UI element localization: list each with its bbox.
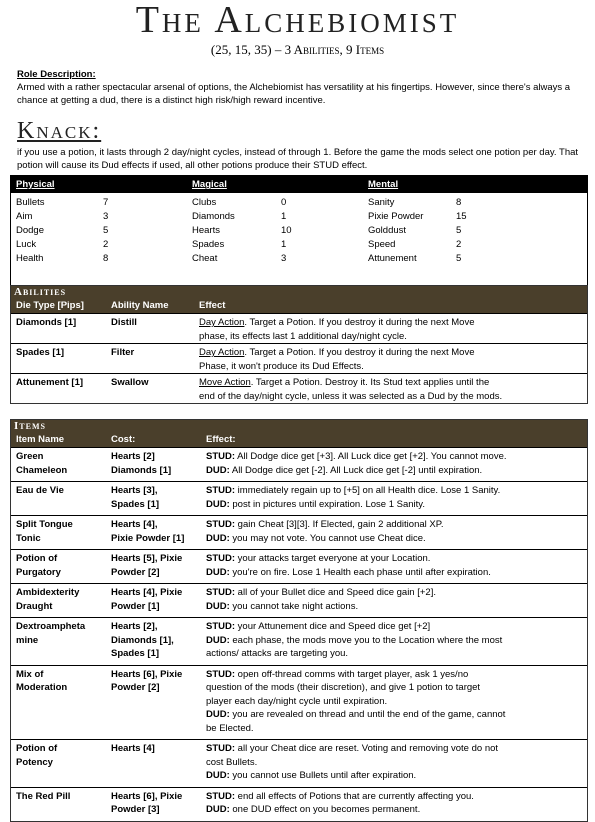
effect-text: player each day/night cycle until expiration. <box>206 695 388 707</box>
ability-name: Swallow <box>111 377 149 388</box>
item-cost-cell <box>111 586 182 613</box>
stat-value: 2 <box>103 239 109 250</box>
stat-name: Diamonds <box>192 211 235 222</box>
stats-row <box>11 211 587 225</box>
stat-value: 2 <box>456 239 462 250</box>
stats-header <box>11 176 587 193</box>
effect-text: each phase, the mods move you to the Location where the most <box>229 634 503 646</box>
role-description: Armed with a rather spectacular arsenal of options, the Alchebiomist has versatility at his fingertips. However, since there's always a chance at getting a dud, there is a distinct high risk/high reward incentive. <box>17 82 571 106</box>
item-name: Tonic <box>16 532 41 544</box>
item-effect-cell <box>206 790 584 817</box>
stats-header-physical: Physical <box>16 179 55 190</box>
stat-value: 8 <box>103 253 109 264</box>
stat-value: 8 <box>456 197 462 208</box>
effect-text: cost Bullets. <box>206 756 258 768</box>
items-header <box>11 433 587 447</box>
stats-row <box>11 197 587 211</box>
abilities-title: Abilities <box>11 286 587 299</box>
effect-label: DUD: <box>206 600 230 612</box>
item-cost: Powder [3] <box>111 804 160 815</box>
effect-text: be Elected. <box>206 722 254 734</box>
ability-effect-text: Phase, it won't produce its Dud Effects. <box>199 360 364 372</box>
abilities-header-die: Die Type [Pips] <box>16 300 84 311</box>
item-name-cell <box>16 586 79 613</box>
item-name: Purgatory <box>16 566 61 578</box>
item-effect-cell <box>206 552 584 579</box>
effect-text: question of the mods (their discretion), and give 1 potion to target <box>206 682 481 693</box>
stat-name: Health <box>16 253 44 264</box>
stat-name: Attunement <box>368 253 417 264</box>
effect-label: STUD: <box>206 519 236 530</box>
stat-value: 3 <box>103 211 109 222</box>
stat-value: 15 <box>456 211 467 222</box>
effect-label: DUD: <box>206 532 230 544</box>
ability-effect-text: . Target a Potion. If you destroy it during the next Move <box>244 317 475 328</box>
item-cost: Hearts [6], Pixie <box>111 668 183 680</box>
item-name-cell <box>16 552 61 579</box>
ability-row <box>11 313 587 343</box>
ability-effect-text: . Target a Potion. Destroy it. Its Stud text applies until the <box>250 377 490 388</box>
stat-name: Clubs <box>192 197 217 208</box>
effect-text: your attacks target everyone at your Location. <box>235 553 431 564</box>
item-cost-cell <box>111 484 159 511</box>
item-name: Draught <box>16 600 53 612</box>
item-name: Eau de Vie <box>16 485 64 496</box>
stat-name: Golddust <box>368 225 407 236</box>
items-table <box>10 419 588 822</box>
knack-heading: Knack: <box>17 118 102 144</box>
effect-label: DUD: <box>206 464 230 476</box>
item-cost: Powder [1] <box>111 600 160 612</box>
ability-row <box>11 343 587 373</box>
item-row <box>11 617 587 665</box>
effect-label: DUD: <box>206 709 230 720</box>
effect-text: actions/ attacks are targeting you. <box>206 648 349 659</box>
item-name: Mix of <box>16 668 44 680</box>
effect-label: DUD: <box>206 634 230 646</box>
ability-die: Spades [1] <box>16 347 65 358</box>
items-body <box>11 447 587 821</box>
item-effect-cell <box>206 484 584 511</box>
stat-value: 0 <box>281 197 287 208</box>
stat-value: 5 <box>103 225 109 236</box>
item-cost-cell <box>111 668 182 695</box>
item-name: Chameleon <box>16 464 68 476</box>
item-cost-cell <box>111 620 174 661</box>
effect-label: STUD: <box>206 743 236 754</box>
item-cost: Hearts [4], Pixie <box>111 587 183 598</box>
item-effect-cell <box>206 518 584 545</box>
ability-effect-text: . Target a Potion. If you destroy it during the next Move <box>244 347 475 358</box>
item-name: Potency <box>16 756 53 768</box>
ability-effect <box>199 346 584 373</box>
ability-effect-text: end of the day/night cycle, unless it was selected as a Dud by the mods. <box>199 390 503 402</box>
item-cost: Hearts [5], Pixie <box>111 553 183 564</box>
effect-text: end all effects of Potions that are currently affecting you. <box>235 790 474 802</box>
effect-text: you are revealed on thread and until the end of the game, cannot <box>229 709 506 720</box>
effect-label: STUD: <box>206 668 236 680</box>
item-row <box>11 739 587 787</box>
knack-description: if you use a potion, it lasts through 2 day/night cycles, instead of through 1. Before the game the mods select one potion per day. That potion will cause its Dud effects if used, all other potions produce their STUD effect. <box>17 147 579 171</box>
abilities-header <box>11 299 587 313</box>
stat-name: Sanity <box>368 197 395 208</box>
item-cost: Diamonds [1] <box>111 464 172 476</box>
effect-text: All Dodge dice get [-2]. All Luck dice get [-2] until expiration. <box>229 464 483 476</box>
item-name: Green <box>16 451 44 462</box>
item-row <box>11 583 587 617</box>
item-cost: Hearts [2] <box>111 451 155 462</box>
item-cost: Powder [2] <box>111 682 160 693</box>
effect-label: STUD: <box>206 451 236 462</box>
stat-value: 5 <box>456 253 462 264</box>
stats-body <box>11 193 587 285</box>
effect-label: STUD: <box>206 790 236 802</box>
item-name-cell <box>16 518 73 545</box>
item-name: Split Tongue <box>16 519 73 530</box>
items-header-effect: Effect: <box>206 434 236 445</box>
ability-effect-text: phase, its effects last 1 additional day/night cycle. <box>199 330 407 342</box>
effect-label: DUD: <box>206 770 230 781</box>
effect-text: you may not vote. You cannot use Cheat dice. <box>229 532 426 544</box>
item-effect-cell <box>206 620 584 661</box>
page-title: The Alchebiomist <box>135 0 460 41</box>
effect-label: DUD: <box>206 566 230 578</box>
abilities-header-effect: Effect <box>199 300 226 311</box>
ability-action-type: Move Action <box>199 377 251 388</box>
item-cost: Hearts [6], Pixie <box>111 790 183 802</box>
stat-name: Pixie Powder <box>368 211 424 222</box>
item-cost: Spades [1] <box>111 498 160 510</box>
effect-text: you're on fire. Lose 1 Health each phase until after expiration. <box>229 566 491 578</box>
abilities-body <box>11 313 587 403</box>
stat-value: 1 <box>281 239 287 250</box>
effect-text: you cannot take night actions. <box>229 600 359 612</box>
item-name-cell <box>16 620 85 647</box>
effect-text: gain Cheat [3][3]. If Elected, gain 2 additional XP. <box>235 519 444 530</box>
item-effect-cell <box>206 668 584 736</box>
item-row <box>11 447 587 481</box>
ability-die: Attunement [1] <box>16 377 84 388</box>
item-cost-cell <box>111 450 171 477</box>
item-name: The Red Pill <box>16 790 71 802</box>
item-cost-cell <box>111 742 155 756</box>
effect-text: one DUD effect on you becomes permanent. <box>229 804 421 815</box>
item-cost-cell <box>111 552 182 579</box>
stat-name: Luck <box>16 239 37 250</box>
item-cost: Pixie Powder [1] <box>111 532 185 544</box>
ability-action-type: Day Action <box>199 347 245 358</box>
item-name: Ambidexterity <box>16 587 80 598</box>
stat-name: Bullets <box>16 197 45 208</box>
item-cost: Hearts [2], <box>111 621 158 632</box>
stats-row <box>11 239 587 253</box>
ability-name: Distill <box>111 317 137 328</box>
items-title: Items <box>11 420 587 433</box>
effect-text: you cannot use Bullets until after expiration. <box>229 770 417 781</box>
item-row <box>11 481 587 515</box>
stat-value: 5 <box>456 225 462 236</box>
item-effect-cell <box>206 450 584 477</box>
item-name: Potion of <box>16 553 58 564</box>
effect-label: STUD: <box>206 587 236 598</box>
stat-value: 7 <box>103 197 109 208</box>
abilities-header-name: Ability Name <box>111 300 169 311</box>
item-row <box>11 665 587 740</box>
stat-name: Cheat <box>192 253 218 264</box>
stats-table <box>10 175 588 286</box>
effect-text: all your Cheat dice are reset. Voting and removing vote do not <box>235 743 499 754</box>
stats-header-magical: Magical <box>192 179 227 190</box>
effect-label: DUD: <box>206 498 230 510</box>
abilities-table <box>10 285 588 404</box>
stat-name: Spades <box>192 239 225 250</box>
items-header-cost: Cost: <box>111 434 136 445</box>
item-cost: Hearts [3], <box>111 485 158 496</box>
effect-text: post in pictures until expiration. Lose 1 Sanity. <box>229 498 425 510</box>
stat-value: 10 <box>281 225 292 236</box>
ability-die: Diamonds [1] <box>16 317 77 328</box>
item-name-cell <box>16 742 57 769</box>
effect-text: open off-thread comms with target player, ask 1 yes/no <box>235 668 469 680</box>
page-subtitle: (25, 15, 35) – 3 Abilities, 9 Items <box>210 42 385 57</box>
item-name-cell <box>16 790 70 804</box>
item-name-cell <box>16 668 67 695</box>
stat-name: Aim <box>16 211 33 222</box>
effect-text: All Dodge dice get [+3]. All Luck dice get [+2]. You cannot move. <box>235 451 507 462</box>
effect-text: your Attunement dice and Speed dice get [+2] <box>235 621 431 632</box>
ability-action-type: Day Action <box>199 317 245 328</box>
effect-label: STUD: <box>206 553 236 564</box>
ability-row <box>11 373 587 403</box>
item-name: Potion of <box>16 743 58 754</box>
ability-name: Filter <box>111 347 135 358</box>
item-name: Dextroampheta <box>16 621 86 632</box>
effect-label: DUD: <box>206 804 230 815</box>
item-name: mine <box>16 634 39 646</box>
item-cost-cell <box>111 518 184 545</box>
stat-name: Dodge <box>16 225 44 236</box>
item-effect-cell <box>206 742 584 783</box>
item-row <box>11 549 587 583</box>
stat-name: Speed <box>368 239 396 250</box>
item-cost: Hearts [4], <box>111 519 158 530</box>
item-cost-cell <box>111 790 182 817</box>
ability-effect <box>199 376 584 403</box>
item-cost: Diamonds [1], <box>111 634 174 646</box>
effect-text: immediately regain up to [+5] on all Health dice. Lose 1 Sanity. <box>235 485 501 496</box>
ability-effect <box>199 316 584 343</box>
item-row <box>11 515 587 549</box>
effect-text: all of your Bullet dice and Speed dice gain [+2]. <box>235 587 436 598</box>
stats-row <box>11 253 587 267</box>
item-cost: Powder [2] <box>111 566 160 578</box>
stat-value: 3 <box>281 253 287 264</box>
effect-label: STUD: <box>206 485 236 496</box>
stat-name: Hearts <box>192 225 220 236</box>
effect-label: STUD: <box>206 621 236 632</box>
item-row <box>11 787 587 821</box>
stat-value: 1 <box>281 211 287 222</box>
stats-row <box>11 225 587 239</box>
item-name-cell <box>16 484 64 498</box>
item-name: Moderation <box>16 682 68 693</box>
item-cost: Spades [1] <box>111 648 160 659</box>
role-heading: Role Description: <box>17 69 96 80</box>
item-cost: Hearts [4] <box>111 743 155 754</box>
stats-header-mental: Mental <box>368 179 399 190</box>
items-header-name: Item Name <box>16 434 65 445</box>
item-name-cell <box>16 450 67 477</box>
item-effect-cell <box>206 586 584 613</box>
